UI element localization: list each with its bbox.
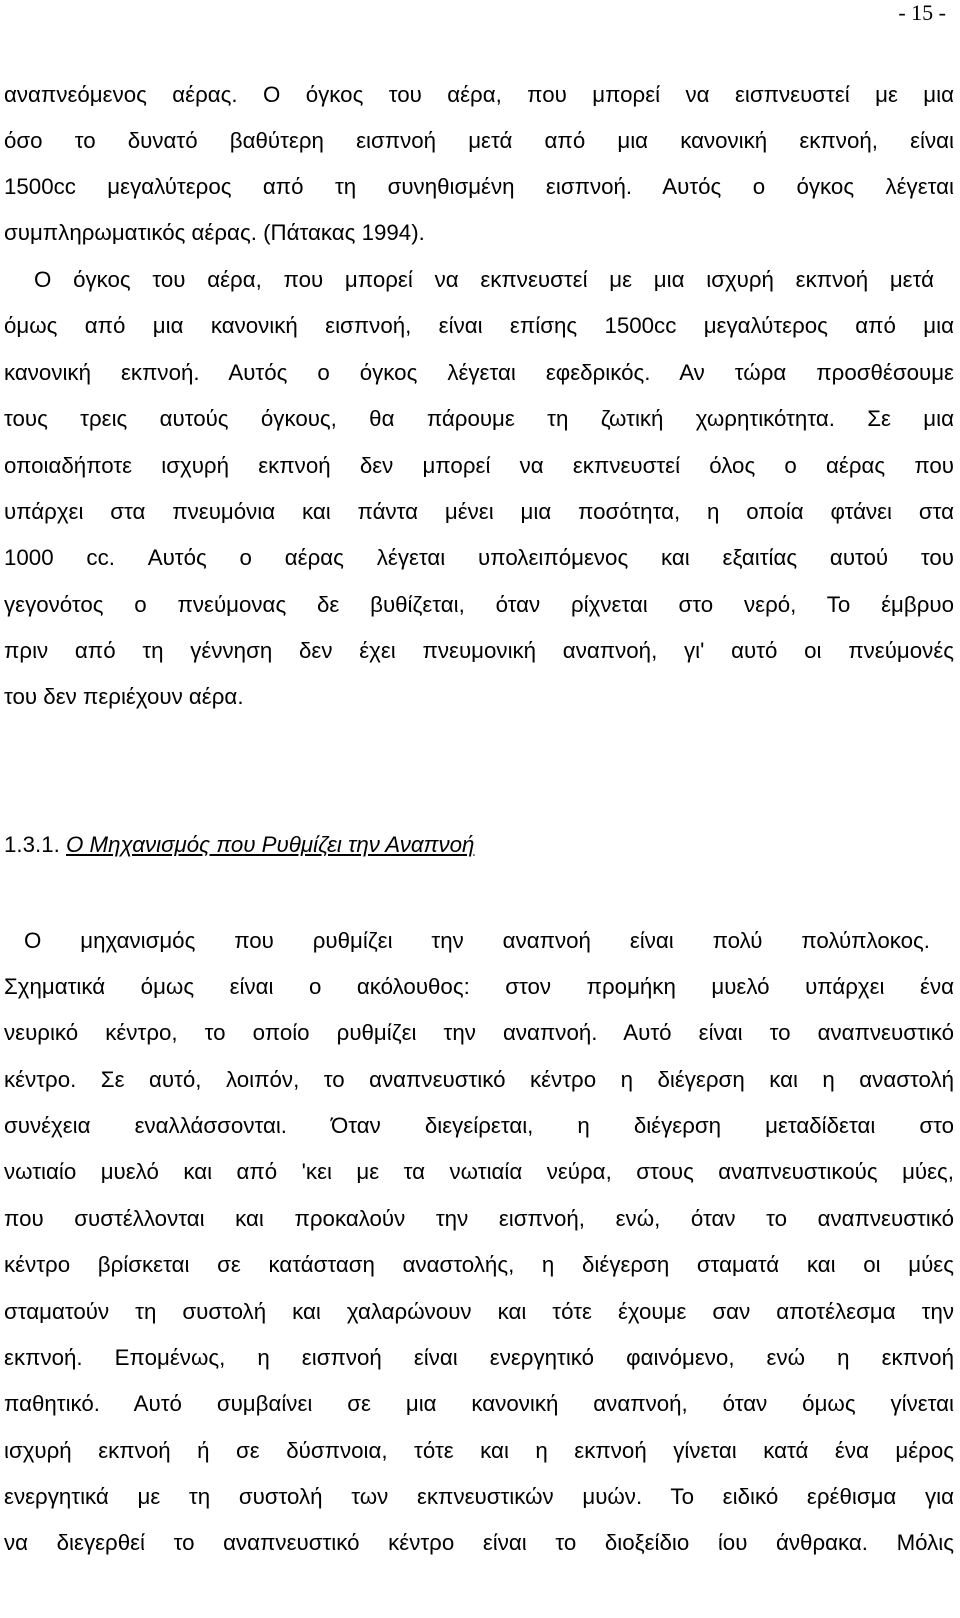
text-line: του δεν περιέχουν αέρα. <box>4 684 244 709</box>
text-line: όσο το δυνατό βαθύτερη εισπνοή μετά από μια κανονική εκπνοή, είναι <box>4 128 954 153</box>
text-line: νευρικό κέντρο, το οποίο ρυθμίζει την αναπνοή. Αυτό είναι το αναπνευστικό <box>4 1020 954 1045</box>
text-line: Σχηματικά όμως είναι ο ακόλουθος: στον προμήκη μυελό υπάρχει ένα <box>4 974 954 999</box>
text-line: σταματούν τη συστολή και χαλαρώνουν και τότε έχουμε σαν αποτέλεσμα την <box>4 1299 954 1324</box>
text-line: παθητικό. Αυτό συμβαίνει σε μια κανονική αναπνοή, όταν όμως γίνεται <box>4 1391 954 1416</box>
text-line: που συστέλλονται και προκαλούν την εισπνοή, ενώ, όταν το αναπνευστικό <box>4 1206 954 1231</box>
text-line: εκπνοή. Επομένως, η εισπνοή είναι ενεργητικό φαινόμενο, ενώ η εκπνοή <box>4 1345 954 1370</box>
section-number: 1.3.1. <box>4 832 60 857</box>
section-heading <box>4 830 474 860</box>
section-title: Ο Μηχανισμός που Ρυθμίζει την Αναπνοή <box>66 832 475 857</box>
text-line: Ο όγκος του αέρα, που μπορεί να εκπνευστεί με μια ισχυρή εκπνοή μετά <box>34 267 934 292</box>
text-line: ενεργητικά με τη συστολή των εκπνευστικών μυών. Το ειδικό ερέθισμα για <box>4 1484 954 1509</box>
text-line: νωτιαίο μυελό και από 'κει με τα νωτιαία νεύρα, στους αναπνευστικούς μύες, <box>4 1159 954 1184</box>
text-line: γεγονότος ο πνεύμονας δε βυθίζεται, όταν ρίχνεται στο νερό, Το έμβρυο <box>4 592 954 617</box>
page-number: - 15 - <box>898 0 946 25</box>
text-line: πριν από τη γέννηση δεν έχει πνευμονική αναπνοή, γι' αυτό οι πνεύμονές <box>4 638 954 663</box>
text-line: κέντρο. Σε αυτό, λοιπόν, το αναπνευστικό κέντρο η διέγερση και η αναστολή <box>4 1067 954 1092</box>
text-line: όμως από μια κανονική εισπνοή, είναι επίσης 1500cc μεγαλύτερος από μια <box>4 313 954 338</box>
text-line: Ο μηχανισμός που ρυθμίζει την αναπνοή είναι πολύ πολύπλοκος. <box>24 928 930 953</box>
text-line: ισχυρή εκπνοή ή σε δύσπνοια, τότε και η εκπνοή γίνεται κατά ένα μέρος <box>4 1438 954 1463</box>
text-line: 1500cc μεγαλύτερος από τη συνηθισμένη εισπνοή. Αυτός ο όγκος λέγεται <box>4 174 954 199</box>
text-line: να διεγερθεί το αναπνευστικό κέντρο είναι το διοξείδιο ίου άνθρακα. Μόλις <box>4 1530 954 1555</box>
text-line: κέντρο βρίσκεται σε κατάσταση αναστολής, η διέγερση σταματά και οι μύες <box>4 1252 954 1277</box>
text-line: συμπληρωματικός αέρας. (Πάτακας 1994). <box>4 220 425 245</box>
text-line: κανονική εκπνοή. Αυτός ο όγκος λέγεται εφεδρικός. Αν τώρα προσθέσουμε <box>4 360 954 385</box>
text-line: συνέχεια εναλλάσσονται. Όταν διεγείρεται, η διέγερση μεταδίδεται στο <box>4 1113 954 1138</box>
text-line: 1000 cc. Αυτός ο αέρας λέγεται υπολειπόμενος και εξαιτίας αυτού του <box>4 545 954 570</box>
text-line: αναπνεόμενος αέρας. Ο όγκος του αέρα, που μπορεί να εισπνευστεί με μια <box>4 82 954 107</box>
text-line: τους τρεις αυτούς όγκους, θα πάρουμε τη ζωτική χωρητικότητα. Σε μια <box>4 406 954 431</box>
text-line: υπάρχει στα πνευμόνια και πάντα μένει μια ποσότητα, η οποία φτάνει στα <box>4 499 954 524</box>
text-line: οποιαδήποτε ισχυρή εκπνοή δεν μπορεί να εκπνευστεί όλος ο αέρας που <box>4 453 954 478</box>
